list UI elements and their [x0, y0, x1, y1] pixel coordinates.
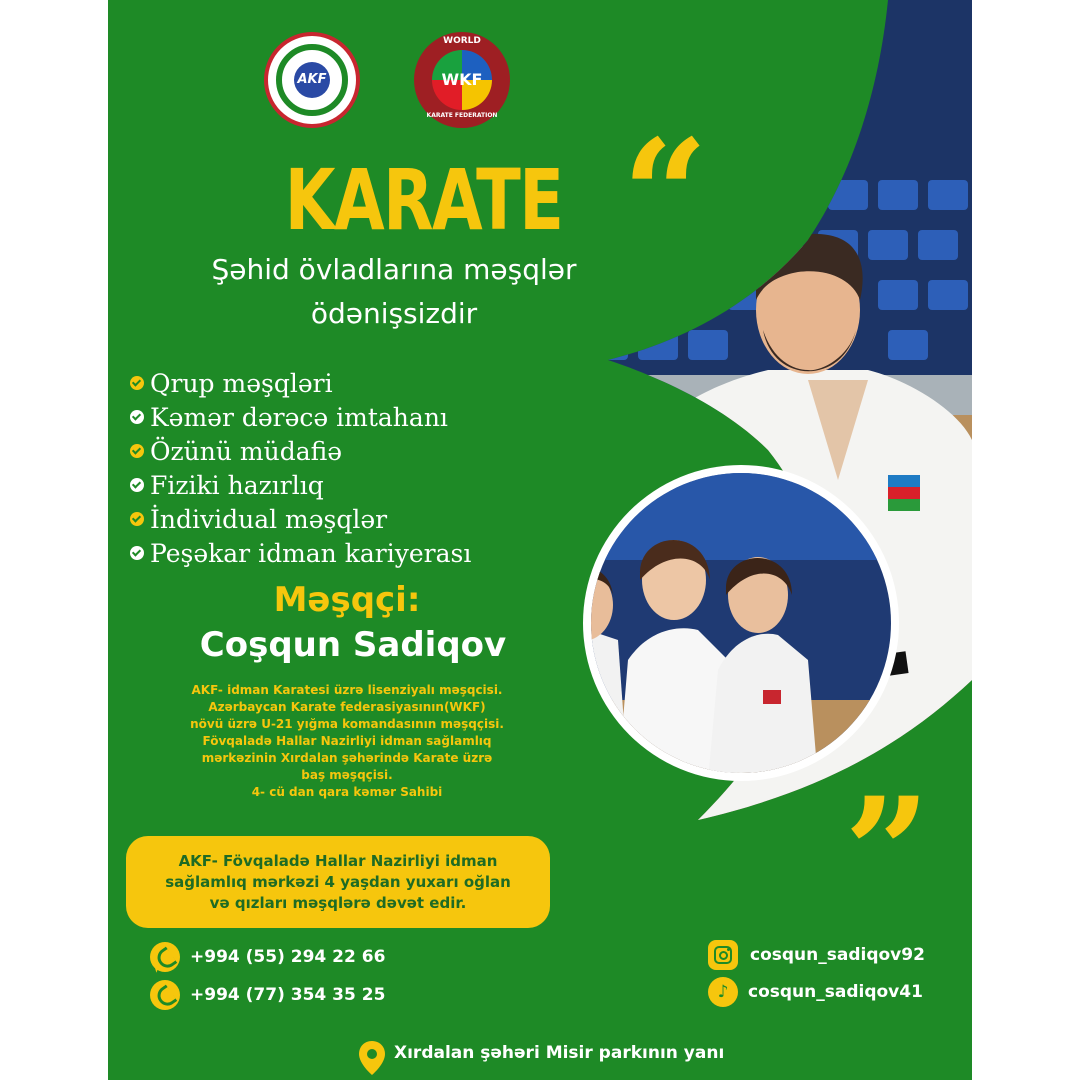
- feature-item: [130, 434, 550, 468]
- feature-item: [130, 400, 550, 434]
- invite-line: sağlamlıq mərkəzi 4 yaşdan yuxarı oğlan: [165, 872, 511, 891]
- feature-label: Fiziki hazırlıq: [150, 470, 324, 500]
- invite-line: və qızları məşqlərə dəvət edir.: [209, 893, 467, 912]
- wkf-logo-bottom-text: KARATE FEDERATION: [426, 112, 498, 119]
- quote-open-mark: “: [622, 107, 709, 283]
- check-icon: [130, 376, 144, 390]
- akf-logo: [264, 32, 360, 128]
- features-list: [130, 366, 550, 570]
- phone-contact-1[interactable]: [150, 942, 385, 972]
- wkf-logo-text: WKF: [432, 50, 492, 110]
- coach-title: Məşqçi:: [273, 580, 421, 620]
- wkf-logo-top-text: WORLD: [443, 36, 481, 46]
- phone-number[interactable]: +994 (55) 294 22 66: [190, 947, 386, 967]
- bio-line: Fövqaladə Hallar Nazirliyi idman sağlamlıq: [202, 734, 492, 748]
- feature-label: İndividual məşqlər: [150, 504, 388, 534]
- bio-line: baş məşqçisi.: [301, 768, 393, 782]
- subtitle-line: ödənişsizdir: [310, 297, 478, 330]
- check-icon: [130, 444, 144, 458]
- tiktok-contact[interactable]: [708, 977, 923, 1007]
- feature-item: [130, 502, 550, 536]
- bio-line: mərkəzinin Xırdalan şəhərində Karate üzrə: [201, 751, 493, 765]
- whatsapp-icon: [150, 942, 180, 972]
- feature-item: [130, 468, 550, 502]
- subtitle-line: Şəhid övladlarına məşqlər: [211, 253, 577, 286]
- coach-bio: [138, 682, 556, 801]
- poster: [108, 0, 972, 1080]
- feature-label: Kəmər dərəcə imtahanı: [150, 402, 448, 432]
- phone-contact-2[interactable]: [150, 980, 385, 1010]
- location-pin-icon: [358, 1040, 386, 1076]
- quote-close-mark: ”: [844, 765, 931, 941]
- wkf-logo: [414, 32, 510, 128]
- check-icon: [130, 546, 144, 560]
- feature-label: Özünü müdafiə: [150, 436, 343, 466]
- coach-name: Coşqun Sadiqov: [199, 625, 507, 665]
- bio-line: 4- cü dan qara kəmər Sahibi: [251, 785, 443, 799]
- instagram-handle[interactable]: cosqun_sadiqov92: [750, 945, 925, 965]
- page-title: KARATE: [284, 151, 563, 249]
- instagram-contact[interactable]: [708, 940, 925, 970]
- address[interactable]: Xırdalan şəhəri Misir parkının yanı: [394, 1043, 725, 1063]
- check-icon: [130, 478, 144, 492]
- feature-item: [130, 536, 550, 570]
- bio-line: AKF- idman Karatesi üzrə lisenziyalı məşqcisi.: [191, 683, 503, 697]
- phone-number[interactable]: +994 (77) 354 35 25: [190, 985, 386, 1005]
- subtitle: [164, 248, 624, 336]
- check-icon: [130, 410, 144, 424]
- feature-label: Peşəkar idman kariyerası: [150, 538, 472, 568]
- tiktok-icon: ♪: [708, 977, 738, 1007]
- check-icon: [130, 512, 144, 526]
- bio-line: Azərbaycan Karate federasiyasının(WKF): [208, 700, 486, 714]
- tiktok-handle[interactable]: cosqun_sadiqov41: [748, 982, 923, 1002]
- invite-banner: [126, 836, 550, 928]
- phone-icon: [150, 980, 180, 1010]
- feature-item: [130, 366, 550, 400]
- instagram-icon: [708, 940, 738, 970]
- bio-line: növü üzrə U-21 yığma komandasının məşqçisi.: [190, 717, 504, 731]
- akf-logo-text: AKF: [294, 62, 330, 98]
- feature-label: Qrup məşqləri: [150, 368, 333, 398]
- invite-line: AKF- Fövqaladə Hallar Nazirliyi idman: [178, 851, 498, 870]
